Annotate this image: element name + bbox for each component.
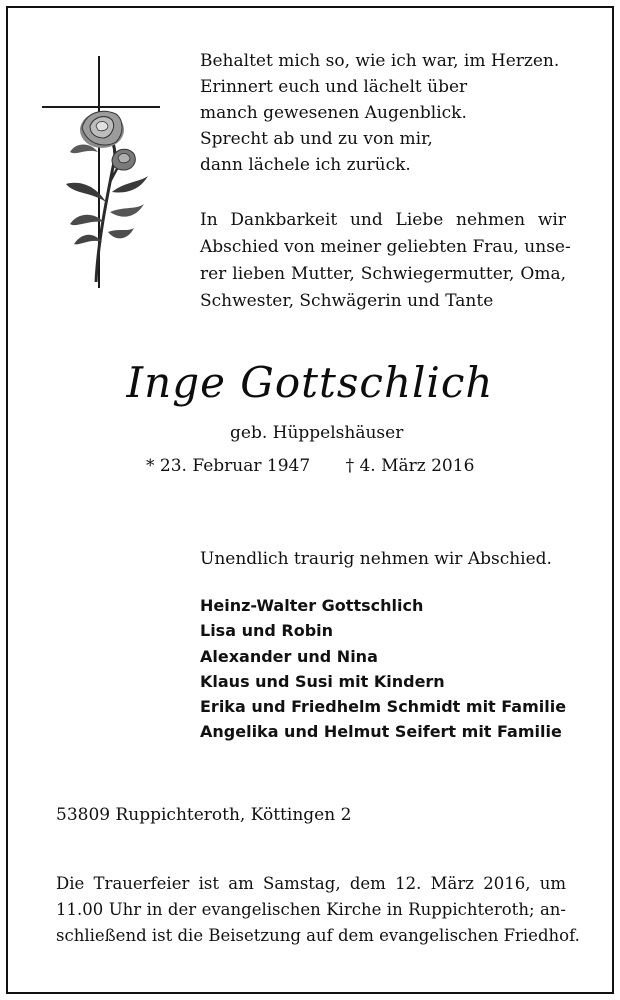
birth-date: * 23. Februar 1947 [146,456,311,476]
mourner-name: Erika und Friedhelm Schmidt mit Familie [200,697,567,717]
funeral-line: Die Trauerfeier ist am Samstag, dem 12. März 2016, um [56,874,566,893]
mourner-name: Heinz-Walter Gottschlich [200,596,424,615]
funeral-line: schließend ist die Beisetzung auf dem evangelischen Friedhof. [56,926,580,945]
poem-line: manch gewesenen Augenblick. [200,103,467,123]
poem [200,48,580,178]
maiden-name: geb. Hüppelshäuser [230,423,404,443]
family-address: 53809 Ruppichteroth, Köttingen 2 [56,805,352,825]
poem-line: Sprecht ab und zu von mir, [200,129,433,149]
mourner-name: Klaus und Susi mit Kindern [200,671,445,691]
thanks-line: In Dankbarkeit und Liebe nehmen wir [200,210,566,230]
mourner-name: Lisa und Robin [200,621,334,641]
funeral-line: 11.00 Uhr in der evangelischen Kirche in Ruppichteroth; an- [56,900,566,919]
poem-line: Erinnert euch und lächelt über [200,77,468,97]
farewell-line: Unendlich traurig nehmen wir Abschied. [200,549,552,569]
thanks-line: Abschied von meiner geliebten Frau, unse- [200,237,571,257]
thanks-line: rer lieben Mutter, Schwiegermutter, Oma, [200,264,566,284]
poem-line: dann lächele ich zurück. [200,155,411,175]
mourner-name: Alexander und Nina [200,646,378,666]
mourners-list [200,593,566,745]
death-date: † 4. März 2016 [345,456,475,476]
funeral-notice [56,871,580,949]
life-dates [146,456,474,476]
poem-line: Behaltet mich so, wie ich war, im Herzen. [200,51,560,71]
mourner-name: Angelika und Helmut Seifert mit Familie [200,722,562,742]
thanks-line: Schwester, Schwägerin und Tante [200,291,494,311]
thanks-paragraph [200,207,571,315]
deceased-name: Inge Gottschlich [126,358,494,407]
cross-with-rose-icon [36,52,166,292]
